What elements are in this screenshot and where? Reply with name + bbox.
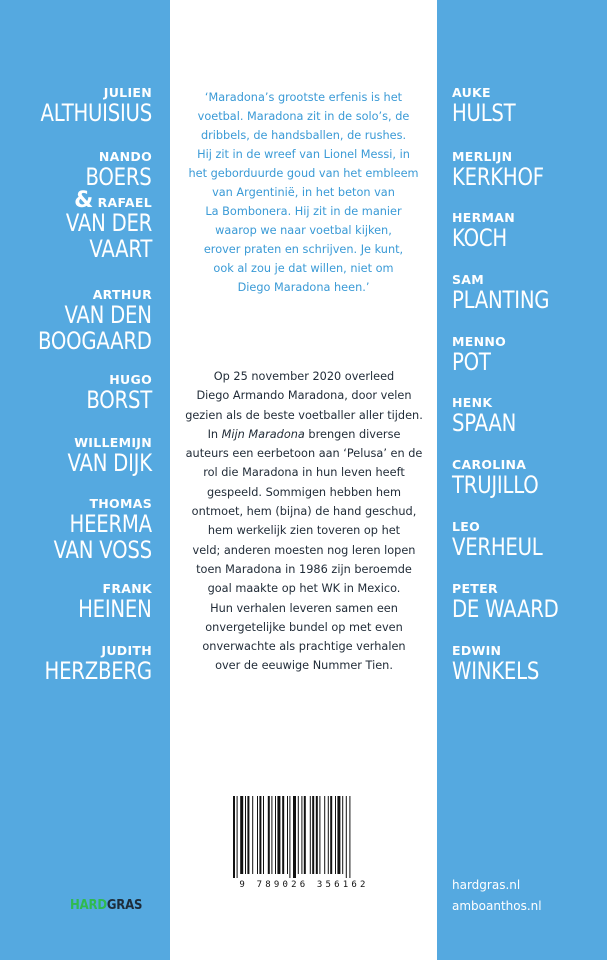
author-last-name: ALTHUISIUS — [40, 99, 152, 127]
blurb-line: gespeeld. Sommigen hebben hem — [207, 485, 401, 499]
author-borst — [72, 373, 152, 413]
quote-line: voetbal. Maradona zit in de solo’s, de — [197, 110, 410, 123]
blurb-line: rol die Maradona in hun leven heeft — [203, 466, 405, 480]
author-heinen — [62, 582, 152, 622]
author-last-name: KOCH — [452, 224, 507, 252]
website-amboanthos[interactable]: amboanthos.nl — [452, 899, 542, 913]
author-first-name: HENK — [452, 395, 493, 410]
isbn-number: 9 789026 356162 — [239, 880, 369, 890]
author-last-name: TRUJILLO — [452, 471, 539, 499]
barcode-bar — [240, 796, 243, 874]
blurb-line: In Mijn Maradona brengen diverse — [207, 427, 401, 441]
barcode-bar — [289, 796, 290, 878]
isbn-barcode — [229, 796, 379, 894]
author-first-name: JUDITH — [101, 643, 152, 658]
quote-line: waarop we naar voetbal kijken, — [215, 224, 392, 237]
barcode-bar — [247, 796, 249, 874]
author-last-name: HEINEN — [78, 595, 152, 623]
barcode-bar — [277, 796, 280, 874]
author-last-name: VAN DER — [65, 209, 152, 237]
barcode-bar — [346, 796, 347, 878]
author-first-name: LEO — [452, 519, 481, 534]
barcode-bar — [342, 796, 343, 874]
author-last-name: HERZBERG — [44, 657, 152, 685]
author-first-name: PETER — [452, 581, 498, 596]
barcode-bar — [268, 796, 270, 874]
author-van-der-vaart — [47, 188, 152, 263]
barcode-bar — [259, 796, 261, 874]
blurb-line: Op 25 november 2020 overleed — [213, 370, 395, 383]
barcode-bar — [263, 796, 264, 874]
author-first-name: ARTHUR — [92, 287, 152, 302]
quote-line: La Bombonera. Hij zit in de manier — [205, 205, 402, 218]
barcode-bar — [257, 796, 258, 874]
author-first-name: FRANK — [102, 581, 152, 596]
author-first-name: MERLIJN — [452, 149, 513, 164]
pull-quote — [182, 88, 425, 297]
barcode-bar — [287, 796, 288, 874]
author-first-name: THOMAS — [89, 496, 152, 511]
author-first-name: CAROLINA — [452, 457, 527, 472]
logo-part-hard: HARD — [70, 898, 107, 913]
quote-line: dribbels, de handsballen, de rushes. — [200, 129, 407, 142]
author-spaan — [452, 396, 530, 436]
author-last-name: VERHEUL — [452, 533, 543, 561]
barcode-bar — [337, 796, 340, 874]
website-hardgras[interactable]: hardgras.nl — [452, 878, 521, 892]
author-first-name: HERMAN — [452, 210, 515, 225]
author-last-name: VAN DEN — [64, 301, 152, 329]
author-first-name: JULIEN — [103, 85, 152, 100]
quote-line: ook al zou je dat willen, niet om — [213, 262, 394, 275]
author-first-name: WILLEMIJN — [74, 435, 152, 450]
blurb-line: veld; anderen moesten nog leren lopen — [192, 543, 416, 557]
blurb-line: auteurs een eerbetoon aan ‘Pelusa’ en de — [185, 447, 423, 461]
author-last-name: HULST — [452, 99, 516, 127]
author-last-name: BOERS — [85, 163, 152, 191]
barcode-bar — [304, 796, 306, 874]
left-blue-panel — [0, 0, 170, 960]
barcode-bar — [298, 796, 299, 874]
author-althuisius — [16, 86, 152, 126]
blurb-line: Hun verhalen leveren samen een — [210, 601, 398, 615]
barcode-bar — [271, 796, 272, 874]
barcode-bar — [252, 796, 253, 874]
quote-line: Diego Maradona heen.’ — [237, 281, 370, 294]
blurb-line: onverwachte als prachtige verhalen — [202, 640, 406, 654]
author-verheul — [452, 520, 562, 560]
author-first-name: AUKE — [452, 85, 491, 100]
blurb-line: gezien als de beste voetballer aller tijden. — [185, 408, 423, 422]
barcode-bar — [316, 796, 318, 874]
barcode-bar — [310, 796, 311, 874]
author-trujillo — [452, 458, 557, 498]
blurb-line: over de eeuwige Nummer Tien. — [215, 659, 393, 673]
author-pot — [452, 335, 506, 375]
author-de-waard — [452, 582, 582, 622]
author-last-name: BORST — [86, 386, 152, 414]
blurb-line: toen Maradona in 1986 zijn beroemde — [196, 562, 412, 576]
barcode-bar — [312, 796, 314, 874]
quote-line: ‘Maradona’s grootste erfenis is het — [204, 91, 403, 104]
author-first-name: RAFAEL — [97, 195, 152, 210]
quote-line: Hij zit in de wreef van Lionel Messi, in — [197, 148, 410, 161]
author-winkels — [452, 644, 558, 684]
author-boers — [71, 150, 152, 190]
author-van-dijk — [49, 436, 152, 476]
author-first-name: NANDO — [98, 149, 152, 164]
author-last-name: HEERMA — [69, 510, 152, 538]
barcode-bar — [330, 796, 332, 874]
author-last-name: BOOGAARD — [38, 327, 152, 355]
author-last-name: VAN DIJK — [67, 449, 152, 477]
blurb-line: onvergetelijke bundel op met even — [205, 620, 403, 634]
barcode-bar — [319, 796, 320, 874]
blurb-line: goal maakte op het WK in Mexico. — [207, 582, 401, 596]
author-first-name: EDWIN — [452, 643, 502, 658]
ampersand: & — [74, 188, 94, 213]
author-first-name-row — [47, 188, 152, 213]
barcode-bar — [349, 796, 350, 878]
blurb-line: Diego Armando Maradona, door velen — [196, 389, 412, 403]
quote-line: het geborduurde goud van het embleem — [188, 167, 419, 180]
author-hulst — [452, 86, 529, 126]
author-last-name: POT — [452, 348, 491, 376]
barcode-bar — [245, 796, 246, 874]
barcode-bar — [324, 796, 325, 874]
author-first-name: HUGO — [109, 372, 152, 387]
barcode-bar — [282, 796, 284, 874]
author-last-name: VAN VOSS — [53, 536, 152, 564]
logo-part-gras: GRAS — [106, 898, 143, 913]
barcode-bar — [275, 796, 276, 874]
author-herzberg — [21, 644, 152, 684]
author-planting — [452, 273, 571, 313]
blurb-line: ontmoet, hem (bijna) de hand geschud, — [191, 505, 417, 519]
author-van-den-boogaard — [13, 288, 152, 354]
author-first-name: SAM — [452, 272, 485, 287]
quote-line: erover praten en schrijven. Je kunt, — [203, 243, 404, 256]
barcode-bar — [293, 796, 296, 878]
author-last-name: DE WAARD — [452, 595, 559, 623]
author-last-name: WINKELS — [452, 657, 540, 685]
barcode-bars — [229, 796, 379, 878]
barcode-bar — [335, 796, 336, 874]
author-koch — [452, 211, 519, 251]
back-cover-blurb — [185, 367, 423, 676]
author-last-name: SPAAN — [452, 409, 517, 437]
barcode-bar — [301, 796, 302, 874]
hardgras-logo — [70, 898, 142, 913]
blurb-line: hem werkelijk zien toveren op het — [207, 524, 401, 538]
author-heerma-van-voss — [32, 497, 152, 563]
author-first-name: MENNO — [452, 334, 507, 349]
author-kerkhof — [452, 150, 564, 190]
author-last-name: VAART — [89, 235, 152, 263]
author-last-name: KERKHOF — [452, 163, 544, 191]
barcode-bar — [233, 796, 235, 878]
barcode-bar — [328, 796, 329, 874]
author-last-name: PLANTING — [452, 286, 550, 314]
quote-line: van Argentinië, in het beton van — [212, 186, 395, 199]
barcode-bar — [237, 796, 238, 878]
